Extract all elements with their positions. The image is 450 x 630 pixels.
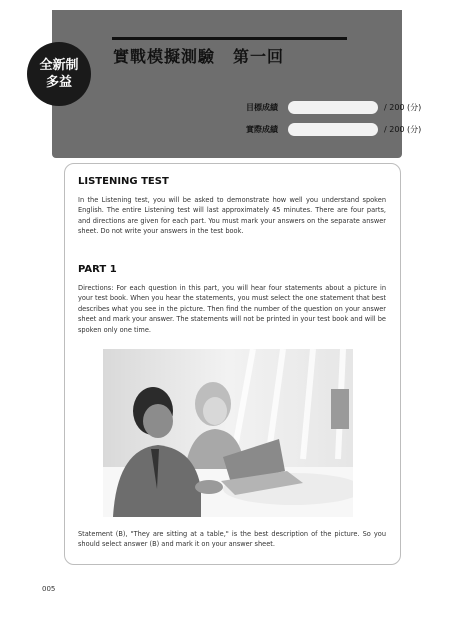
part1-heading: PART 1 <box>78 264 117 275</box>
part1-example: Statement (B), "They are sitting at a table," is the best description of the picture. So you should select answer (B) and mark it on your answer sheet. <box>78 530 386 549</box>
actual-score-label: 實際成績 <box>246 124 278 134</box>
target-score-field[interactable] <box>288 101 378 114</box>
actual-score-max: / 200 (分) <box>384 124 422 134</box>
badge-line-1: 全新制 <box>39 58 79 73</box>
actual-score-field[interactable] <box>288 123 378 136</box>
actual-score-row <box>246 122 421 136</box>
page-number: 005 <box>42 585 56 593</box>
listening-intro: In the Listening test, you will be asked to demonstrate how well you understand spoken English. The entire Listening test will last approximately 45 minutes. There are four parts, and directions are given for each part. You must mark your answers on the separate answer sheet. Do not write your answers in the test book. <box>78 196 386 236</box>
part1-directions: Directions: For each question in this part, you will hear four statements about a picture in your test book. When you hear the statements, you must select the one statement that best describes what you see in the picture. Then find the number of the question on your answer sheet and mark your answer. The statements will not be printed in your test book and will be spoken only one time. <box>78 284 386 334</box>
page-title <box>113 44 284 67</box>
test-title: 實戰模擬測驗 <box>113 47 216 66</box>
office-photo <box>103 349 353 517</box>
badge-line-2: 多益 <box>45 75 72 90</box>
test-round: 第一回 <box>233 47 285 66</box>
new-toeic-badge <box>27 42 91 106</box>
target-score-row <box>246 100 421 114</box>
target-score-label: 目標成績 <box>246 102 278 112</box>
target-score-max: / 200 (分) <box>384 102 422 112</box>
listening-heading: LISTENING TEST <box>78 176 169 187</box>
header-rule <box>112 37 347 40</box>
